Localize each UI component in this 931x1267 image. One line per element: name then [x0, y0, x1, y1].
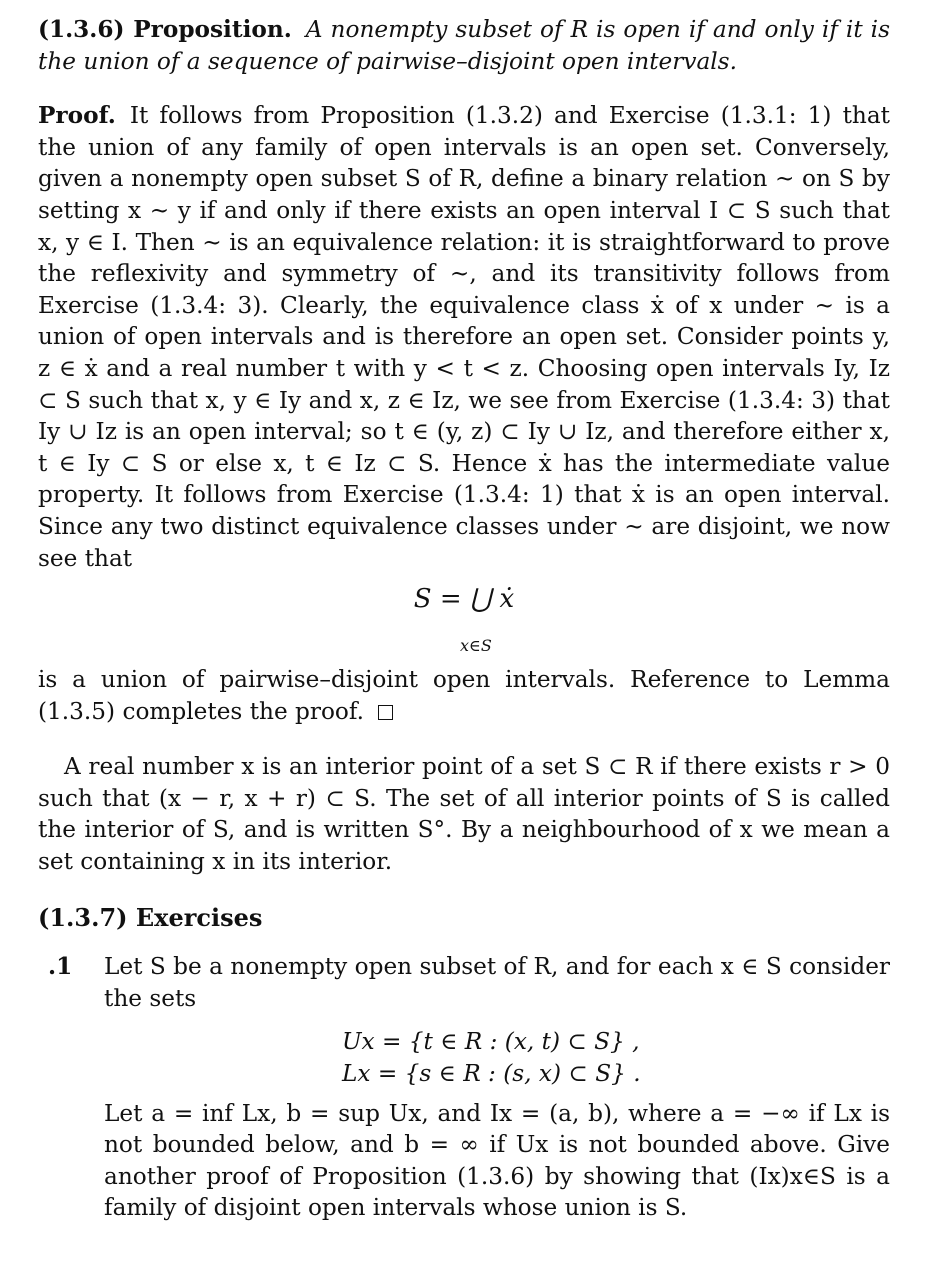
display-equation-main: S = ⋃ ẋ [413, 584, 515, 615]
interior-definition: A real number x is an interior point of a set S ⊂ R if there exists r > 0 such that (x − r, x + r) ⊂ S. The set of all interior points of S is called the interior of S, and is written S°. By a neighbourhood of x we mean a set containing x in its interior. [38, 753, 890, 876]
exercise-intro: Let S be a nonempty open subset of R, and for each x ∈ S consider the sets [104, 953, 890, 1012]
exercise-equation-u: Ux = {t ∈ R : (x, t) ⊂ S} , [342, 1028, 640, 1056]
display-equation [38, 584, 890, 662]
exercise-body: Let a = inf Lx, b = sup Ux, and Ix = (a, b), where a = −∞ if Lx is not bounded below, and b = ∞ if Ux is not bounded above. Give another proof of Proposition (1.3.6) by showing that (Ix)x∈S is a family of disjoint open intervals whose union is S. [104, 1099, 890, 1222]
proposition [38, 14, 890, 77]
proof-conclusion [38, 664, 890, 727]
display-equation-subscript: x∈S [460, 636, 492, 656]
exercise-item [38, 951, 890, 1224]
exercise-number: .1 [48, 953, 73, 981]
proof-label: Proof. [38, 102, 116, 130]
page [38, 12, 890, 1224]
proof-body: It follows from Proposition (1.3.2) and Exercise (1.3.1: 1) that the union of any family of open intervals is an open set. Conversely, given a nonempty open subset S of R, define a binary relation ∼ on S by setting x ∼ y if and only if there exists an open interval I ⊂ S such that x, y ∈ I. Then ∼ is an equivalence relation: it is straightforward to prove the reflexivity and symmetry of ∼, and its transitivity follows from Exercise (1.3.4: 3). Clearly, the equivalence class ẋ of x under ∼ is a union of open intervals and is therefore an open set. Consider points y, z ∈ ẋ and a real number t with y < t < z. Choosing open intervals Iy, Iz ⊂ S such that x, y ∈ Iy and x, z ∈ Iz, we see from Exercise (1.3.4: 3) that Iy ∪ Iz is an open interval; so t ∈ (y, z) ⊂ Iy ∪ Iz, and therefore either x, t ∈ Iy ⊂ S or else x, t ∈ Iz ⊂ S. Hence ẋ has the intermediate value property. It follows from Exercise (1.3.4: 1) that ẋ is an open interval. Since any two distinct equivalence classes under ∼ are disjoint, we now see that [38, 102, 890, 572]
exercise-equations [104, 1026, 890, 1089]
proof-conclusion-text: is a union of pairwise–disjoint open intervals. Reference to Lemma (1.3.5) completes the proof. [38, 666, 890, 725]
exercises-heading: (1.3.7) Exercises [38, 902, 263, 932]
qed-box-icon [378, 705, 393, 720]
proof-paragraph [38, 100, 890, 574]
proposition-statement: A nonempty subset of R is open if and only if it is the union of a sequence of pairwise–disjoint open intervals. [38, 16, 890, 75]
exercise-equation-l: Lx = {s ∈ R : (s, x) ⊂ S} . [342, 1060, 641, 1088]
proposition-label: (1.3.6) Proposition. [38, 16, 292, 43]
